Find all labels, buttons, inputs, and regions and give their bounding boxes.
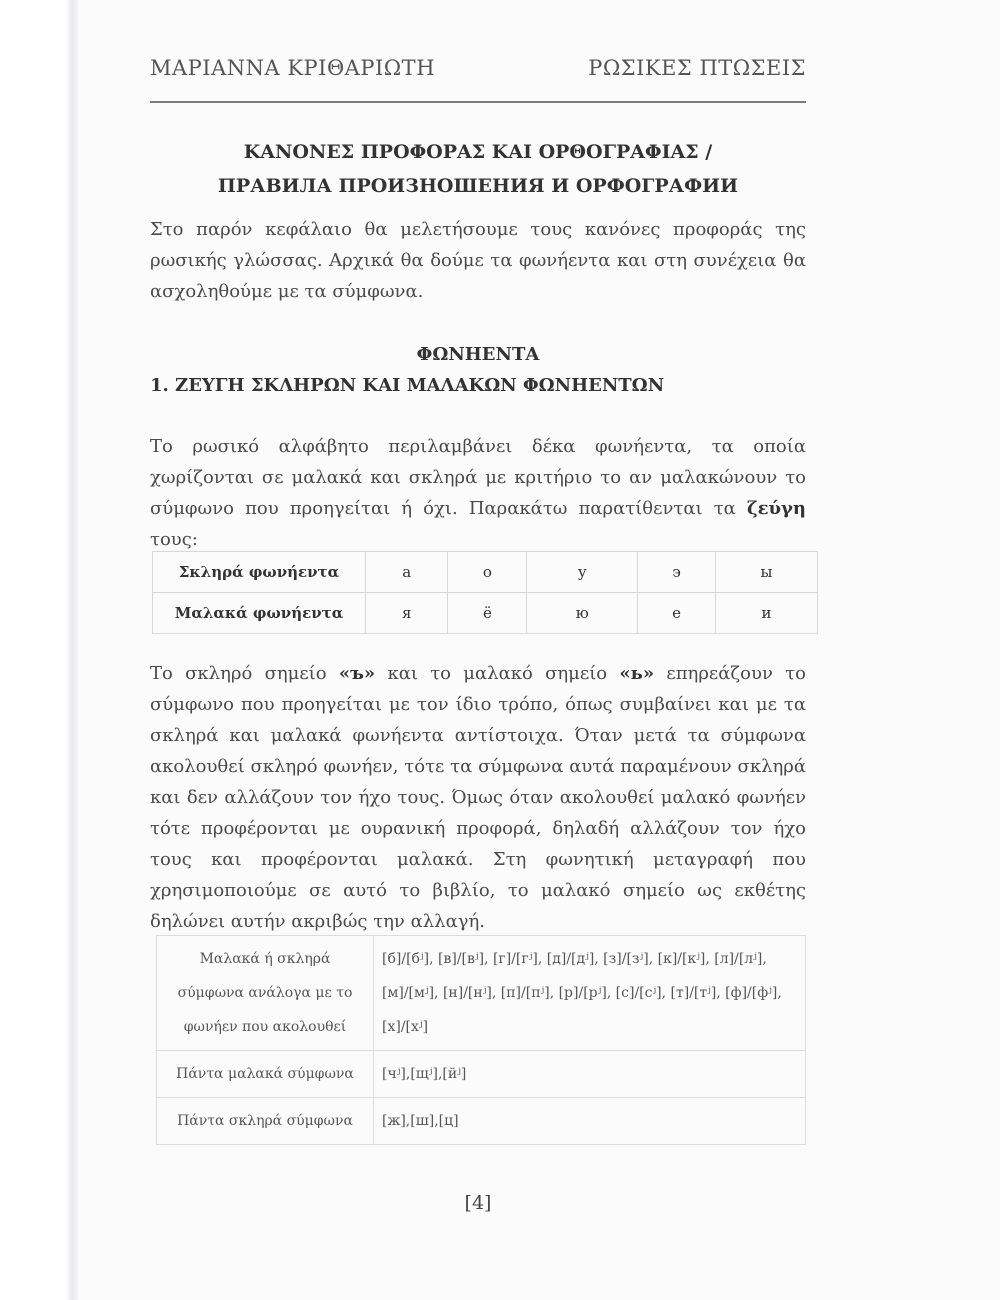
hard-sign: «ъ» [338,663,376,684]
signs-paragraph [150,658,806,937]
signs-paragraph-part1: Το σκληρό σημείο [150,663,327,684]
consonants-table [156,935,806,1145]
hard-vowels-row [153,552,818,593]
soft-vowel-cell: ю [527,593,638,634]
vowels-paragraph-tail: τους: [150,529,198,550]
header-author: ΜΑΡΙΑΝΝΑ ΚΡΙΘΑΡΙΩΤΗ [150,56,436,80]
signs-paragraph-part2: και το μαλακό σημείο [387,663,608,684]
hard-vowel-cell: а [366,552,448,593]
hard-vowel-cell: у [527,552,638,593]
header-divider [150,101,806,103]
section-heading: ΦΩΝΗΕΝΤΑ [416,344,540,365]
signs-paragraph-part3: επηρεάζουν το σύμφωνο που προηγείται με τον ίδιο τρόπο, όπως συμβαίνει και με τα σκληρά και μαλακά φωνήεντα αντίστοιχα. Όταν μετά τα σύμφωνα ακολουθεί σκληρό φωνήεν, τότε τα σύμφωνα αυτά παραμένουν σκληρά και δεν αλλάζουν τον ήχο τους. Όμως όταν ακολουθεί μαλακό φωνήεν τότε προφέρονται με ουρανική προφορά, δηλαδή αλλάζουν τον ήχο τους και προφέρονται μαλακά. Στη φωνητική μεταγραφή που χρησιμοποιούμε σε αυτό το βιβλίο, το μαλακό σημείο ως εκθέτης δηλώνει αυτήν ακριβώς την αλλαγή. [150,663,806,932]
vowels-paragraph-text: Το ρωσικό αλφάβητο περιλαμβάνει δέκα φωνήεντα, τα οποία χωρίζονται σε μαλακά και σκληρά με κριτήριο το αν μαλακώνουν το σύμφωνο που προηγείται ή όχι. Παρακάτω παρατίθενται τα [150,436,806,519]
chapter-title-greek: ΚΑΝΟΝΕΣ ΠΡΟΦΟΡΑΣ ΚΑΙ ΟΡΘΟΓΡΑΦΙΑΣ / [243,141,713,163]
chapter-title-russian: ПРАВИЛА ПРОИЗНОШЕНИЯ И ОРФОГРАФИИ [217,175,739,197]
soft-sign: «ь» [619,663,655,684]
hard-vowel-cell: о [448,552,527,593]
running-header [150,48,806,88]
soft-vowels-label: Μαλακά φωνήεντα [153,593,366,634]
vowels-paragraph [150,431,806,555]
vowels-paragraph-bold-word: ζεύγη [746,498,806,519]
header-book-title: ΡΩΣΙΚΕΣ ΠΤΩΣΕΙΣ [588,56,806,80]
intro-paragraph: Στο παρόν κεφάλαιο θα μελετήσουμε τους κανόνες προφοράς της ρωσικής γλώσσας. Αρχικά θα δούμε τα φωνήεντα και στη συνέχεια θα ασχοληθούμε με τα σύμφωνα. [150,219,806,302]
soft-vowels-row [153,593,818,634]
consonants-row-variable [157,936,806,1051]
soft-vowel-cell: е [638,593,716,634]
consonants-variable-value: [б]/[бʲ], [в]/[вʲ], [г]/[гʲ], [д]/[дʲ], [з]/[зʲ], [к]/[кʲ], [л]/[лʲ], [м]/[мʲ], [н]/[нʲ], [п]/[пʲ], [р]/[рʲ], [с]/[сʲ], [т]/[тʲ], [ф]/[фʲ], [х]/[хʲ] [374,936,806,1051]
consonants-always-hard-value: [ж],[ш],[ц] [374,1098,806,1145]
consonants-row-always-hard [157,1098,806,1145]
hard-vowel-cell: ы [715,552,817,593]
section-subheading: 1. ΖΕΥΓΗ ΣΚΛΗΡΩΝ ΚΑΙ ΜΑΛΑΚΩΝ ΦΩΝΗΕΝΤΩΝ [150,375,665,396]
vowel-pairs-table [152,551,818,634]
consonants-always-hard-label: Πάντα σκληρά σύμφωνα [157,1098,374,1145]
consonants-always-soft-label: Πάντα μαλακά σύμφωνα [157,1051,374,1098]
soft-vowel-cell: и [715,593,817,634]
chapter-title [150,135,806,203]
soft-vowel-cell: ё [448,593,527,634]
page-edge-shadow [0,0,78,1300]
consonants-always-soft-value: [чʲ],[щʲ],[йʲ] [374,1051,806,1098]
consonants-row-always-soft [157,1051,806,1098]
consonants-variable-label: Μαλακά ή σκληρά σύμφωνα ανάλογα με το φωνήεν που ακολουθεί [157,936,374,1051]
soft-vowel-cell: я [366,593,448,634]
hard-vowels-label: Σκληρά φωνήεντα [153,552,366,593]
hard-vowel-cell: э [638,552,716,593]
page-number: [4] [464,1192,492,1214]
